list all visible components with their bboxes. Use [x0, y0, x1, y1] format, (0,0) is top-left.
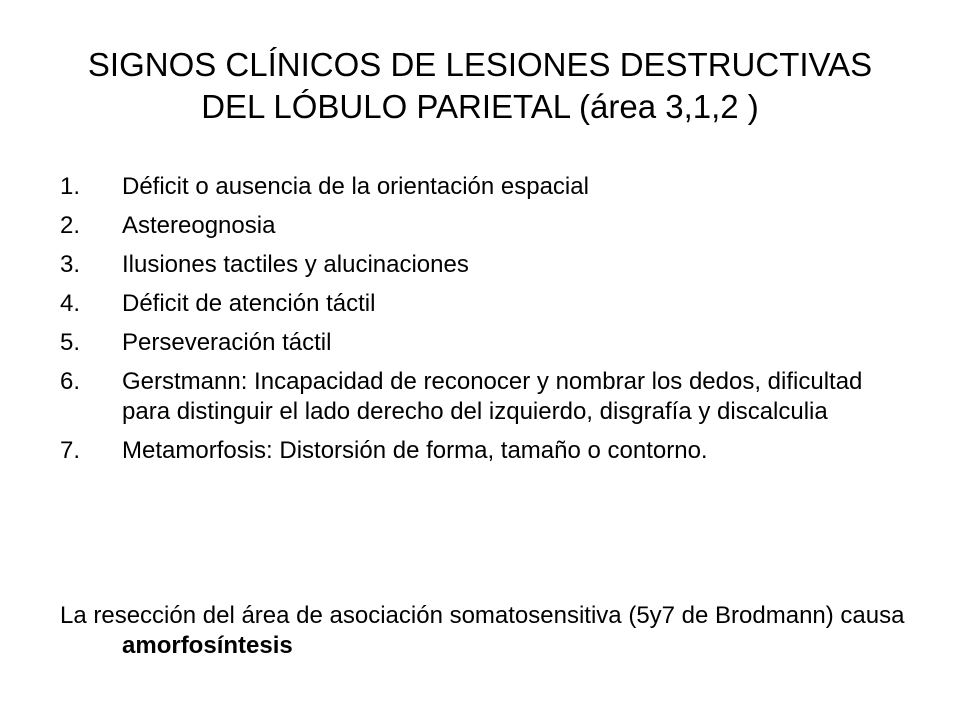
list-item	[60, 250, 890, 280]
item-number: 3.	[60, 251, 81, 278]
item-text: Déficit o ausencia de la orientación espacial	[122, 173, 589, 200]
list-item	[60, 172, 890, 202]
item-number: 7.	[60, 437, 81, 464]
item-text: Gerstmann: Incapacidad de reconocer y nombrar los dedos, dificultad para distinguir el lado derecho del izquierdo, disgrafía y discalculia	[122, 368, 863, 425]
footer-paragraph	[60, 601, 952, 661]
footer-bold-term: amorfosíntesis	[122, 632, 293, 659]
list-item	[60, 436, 890, 466]
signs-list	[60, 172, 890, 475]
item-text: Perseveración táctil	[122, 329, 332, 356]
list-item	[60, 289, 890, 319]
list-item	[60, 367, 890, 427]
item-number: 5.	[60, 329, 81, 356]
item-number: 6.	[60, 368, 81, 395]
footer-text: La resección del área de asociación somatosensitiva (5y7 de Brodmann) causa	[60, 602, 905, 629]
list-item	[60, 211, 890, 241]
item-text: Ilusiones tactiles y alucinaciones	[122, 251, 469, 278]
item-number: 1.	[60, 173, 81, 200]
item-number: 2.	[60, 212, 81, 239]
slide-title: SIGNOS CLÍNICOS DE LESIONES DESTRUCTIVAS DEL LÓBULO PARIETAL (área 3,1,2 )	[87, 46, 873, 125]
list-item	[60, 328, 890, 358]
item-text: Déficit de atención táctil	[122, 290, 376, 317]
item-text: Metamorfosis: Distorsión de forma, tamaño o contorno.	[122, 437, 708, 464]
item-text: Astereognosia	[122, 212, 276, 239]
item-number: 4.	[60, 290, 81, 317]
